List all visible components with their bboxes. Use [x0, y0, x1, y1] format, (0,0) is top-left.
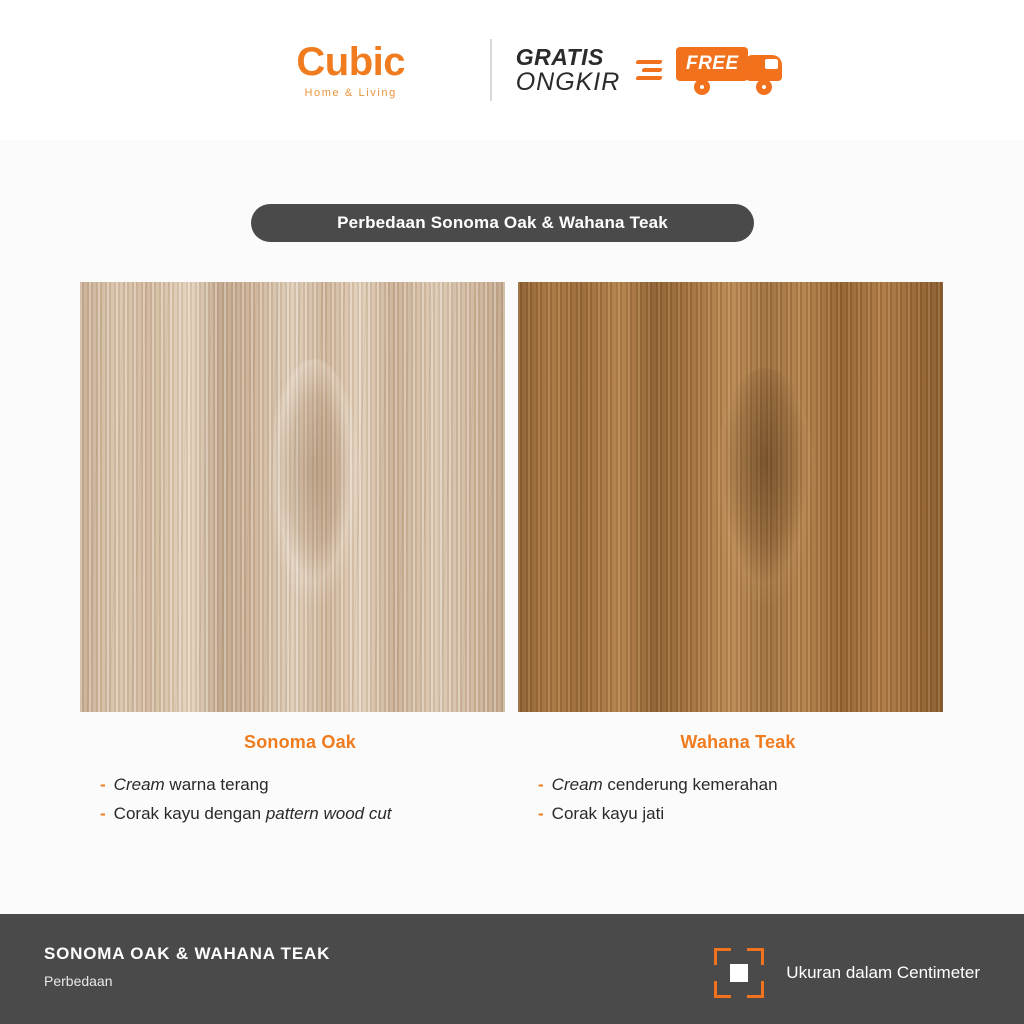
bullet-text: Corak kayu jati [551, 803, 665, 823]
footer-note: Ukuran dalam Centimeter [786, 963, 980, 982]
brand-tagline: Home & Living [304, 87, 397, 99]
sonoma-oak-wood-texture [80, 282, 505, 712]
header [0, 0, 1024, 140]
section-title: Perbedaan Sonoma Oak & Wahana Teak [251, 204, 754, 242]
list-item [538, 800, 958, 829]
column-wahana-teak [518, 732, 958, 829]
bullet-dash-icon: - [538, 803, 544, 823]
measurement-frame-icon [714, 948, 764, 998]
bullet-dash-icon: - [100, 803, 106, 823]
footer-subtitle: Perbedaan [44, 973, 113, 989]
header-divider [490, 39, 492, 101]
bullet-list-wahana-teak [518, 771, 958, 829]
bullet-text: Cream warna terang [113, 775, 269, 794]
bullet-dash-icon: - [538, 775, 544, 794]
promo-text [516, 45, 621, 95]
truck-wheel-front [756, 79, 772, 95]
list-item [100, 800, 520, 829]
list-item [538, 771, 958, 800]
bullet-list-sonoma-oak [80, 771, 520, 829]
column-sonoma-oak [80, 732, 520, 829]
promo-line-gratis: GRATIS [515, 43, 604, 70]
swatch-wahana-teak [518, 282, 943, 712]
delivery-truck-icon [676, 43, 788, 97]
column-title-sonoma-oak: Sonoma Oak [243, 732, 357, 752]
free-shipping-badge [516, 43, 789, 97]
footer-title: SONOMA OAK & WAHANA TEAK [44, 944, 331, 963]
footer [0, 914, 1024, 1024]
swatch-sonoma-oak [80, 282, 505, 712]
bullet-text: Cream cenderung kemerahan [551, 775, 778, 794]
wahana-teak-wood-texture [518, 282, 943, 712]
list-item [100, 771, 520, 800]
brand-name: Cubic [296, 40, 405, 84]
footer-left [44, 944, 330, 989]
truck-free-label: FREE [676, 47, 748, 81]
speed-lines-icon [636, 60, 662, 80]
promo-line-ongkir: ONGKIR [515, 67, 621, 96]
column-title-wahana-teak: Wahana Teak [680, 732, 796, 752]
bullet-text: Corak kayu dengan pattern wood cut [113, 803, 392, 823]
bullet-dash-icon: - [100, 775, 106, 794]
brand-logo [236, 41, 466, 99]
truck-wheel-rear [694, 79, 710, 95]
truck-cab [746, 55, 782, 81]
footer-right [714, 948, 980, 998]
